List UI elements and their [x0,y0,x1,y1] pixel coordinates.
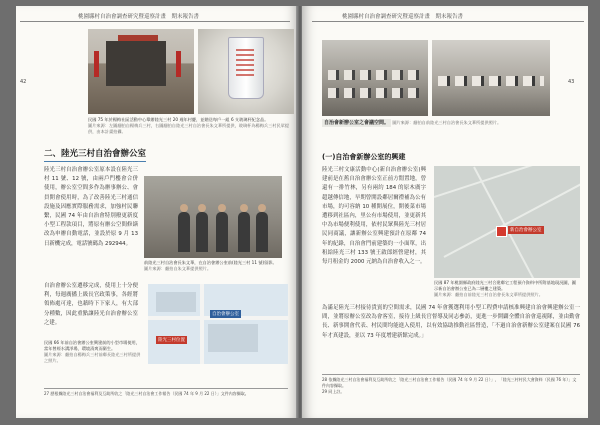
right-body-main: 陸光三村文康活動中心(新自治會辦公室)興建前是在舊自治會辦公室正前方閒置地，曾還有一排竹林，另有兩約 184 的原木廣字超越傳信地，早期曾開設鄰居爾禮補為公有市場，約可容納 10 種開展位，開後菜市場遭移到社區內，里公有市場使用，並更新其中為市場便利使用，依村民眾與陸光三村居民同商議，讓新辦公室興建預計在原鄰 74 年的紀錄，自治會門前建築約一小面單，出租給陸光三村 133 號王啟郎經營建材，其每月租金約 2000 元納為自治會收入之一。 [322,167,426,266]
map-label-village: 陸光三村位置 [158,338,185,343]
right-aerial-caption-credit: 圖片來源：翻拍自前陸光三村自治會長朱文華所提供照片。 [434,292,543,297]
right-page [302,6,588,418]
photo-meeting-hall [432,40,550,116]
left-top-caption [88,117,293,135]
photo-office-map [148,284,288,364]
map-label-office: 自治會辦公室 [212,312,239,317]
right-header-rule [312,21,584,22]
right-page-number: 43 [568,79,575,85]
photo-chairman-portrait [144,176,282,258]
photo-person [178,212,190,252]
aerial-office-marker [496,226,507,237]
left-page-number: 42 [20,79,27,85]
right-page-header: 桃園縣村自治會調查研究暨巡察計畫 期末報告書 [342,14,464,20]
right-footnote-2: 29 同上註。 [322,389,345,394]
right-aerial-caption [434,280,580,298]
photo-flag [176,51,181,77]
right-top-caption [322,120,552,126]
right-top-caption-credit: 圖片來源：翻拍自前陸光三村自治會長朱文華所提供照片。 [392,120,502,125]
left-header-rule [20,21,290,22]
left-body-main: 陸光三村自治會辦公室原本設在陸光三村 11 號、12 號，由兩戶門樓會合併使用，辦公室空間多作為辦事辦公、會員開會使用時，為了改善陸光三村通信設施及因應實際服務需求，加強村民聯繫，民國 74 年由自治會特別撥更新度小型工程款項目，將原有辦公空間修繕改為申辦自動電話，並設於原 9 月 13 日新機完成，電話號碼為 292944。 [44,167,138,247]
left-map-caption-credit: 圖片來源：翻拍自楊梅兵三村前鄰長陸光三村所提供之照片。 [44,352,141,363]
aerial-road [444,181,580,258]
left-section-title: 二、陸光三村自治會辦公室 [44,147,146,162]
photo-person [196,212,208,252]
left-photo-caption-credit: 圖片來源：翻拍自朱文華提供照片。 [144,266,212,271]
photo-hall-row [438,76,544,86]
aerial-road [473,167,536,278]
left-page [16,6,298,418]
map-block [156,292,196,312]
photo-person [216,212,228,252]
left-body-second: 自治會辦公室遷移完成，使用上十分便利，每週廣播上級長官政策事，各經將領佈處可達，也藉時下下家人，有大部分種數，因此重點讓陸光自治會辦公室之建。 [44,283,138,326]
map-road [200,284,204,364]
photo-cup-lettering [236,49,254,77]
photo-meeting-row [328,70,422,80]
photo-aerial-site [434,166,580,278]
photo-meeting-row [328,88,422,98]
right-body-second: 為滿足陸光三村接待貴賓的空間需求，民國 74 年會獲選利用小型工程費申請核准興建自治會興建辦公室一間，並將原辦公室改為會客室，接待上級長官督導及同志參訪，更進一步開闢全體自治會巡視隊，並由勤會長、新事開會代表、村民間均能進入使用，以有效協助推動社區營造，「不過自治會新辦公室建案在民國 76 年才真建設，並以 73 年度增建新館完成。」 [322,305,580,339]
left-footnote: 27 歷根據陸光三村自治會福利及互助所收之「陸光三村自治會工作報告（民國 74 年 9 月 22 日）」文件內容擷取。 [44,388,288,397]
right-aerial-caption-text: 民國 87 年桃園縣政府陸光三村合建鄰宅工程預介資料中所附基地現況圖，圖示新自治會辦公室已為二層樓之建築。 [434,280,576,291]
photo-person [238,212,250,252]
photo-glass-cup [198,29,294,114]
photo-activity-center [88,29,194,114]
right-top-caption-text: 自治會新辦公室之會議空間。 [324,120,390,126]
aerial-road [434,166,580,198]
map-block [208,324,258,352]
photo-flag [94,51,99,77]
photo-door [106,41,166,86]
right-footnotes [322,374,580,395]
photo-meeting-room [322,40,428,116]
right-section-title: (一)自治會新辦公室的興建 [322,153,406,161]
left-top-caption-credit: 圖片來源：左圖翻拍自楊梅兵三村，右圖翻拍自陸光三村自治會長朱文華所提供，玻璃杯為楊梅兵三村民眾提供，由本計畫拍攝。 [88,123,290,134]
right-footnote-1: 28 依據陸光三村自治會福利及互助所收之「陸光三村自治會工作報告（民國 74 年 9 月 22 日）」，「陸光三村村民大會資料（民國 76 年）」文件內容擷取。 [322,377,577,388]
left-top-caption-text: 民國 75 年於楊梅社區活動中心舉辦陸光三村 20 週年村慶，並贈送每戶一組 6 支玻璃杯紀念品。 [88,117,269,122]
left-map-caption [44,340,144,364]
left-photo-caption [144,260,284,272]
aerial-office-label: 新自治會辦公室 [510,228,542,233]
left-map-caption-text: 民國 66 年前自治會辦公室興建前的小型市場使用，當年曾經水溝淨場，環境清爽而衛生。 [44,340,140,351]
left-page-header: 桃園縣村自治會調查研究暨巡察計畫 期末報告書 [78,14,200,20]
photo-person [256,212,268,252]
left-photo-caption-text: 前陸光三村自治會長朱文華，在自治會辦公室前(陸光三村 11 號)留影。 [144,260,277,265]
